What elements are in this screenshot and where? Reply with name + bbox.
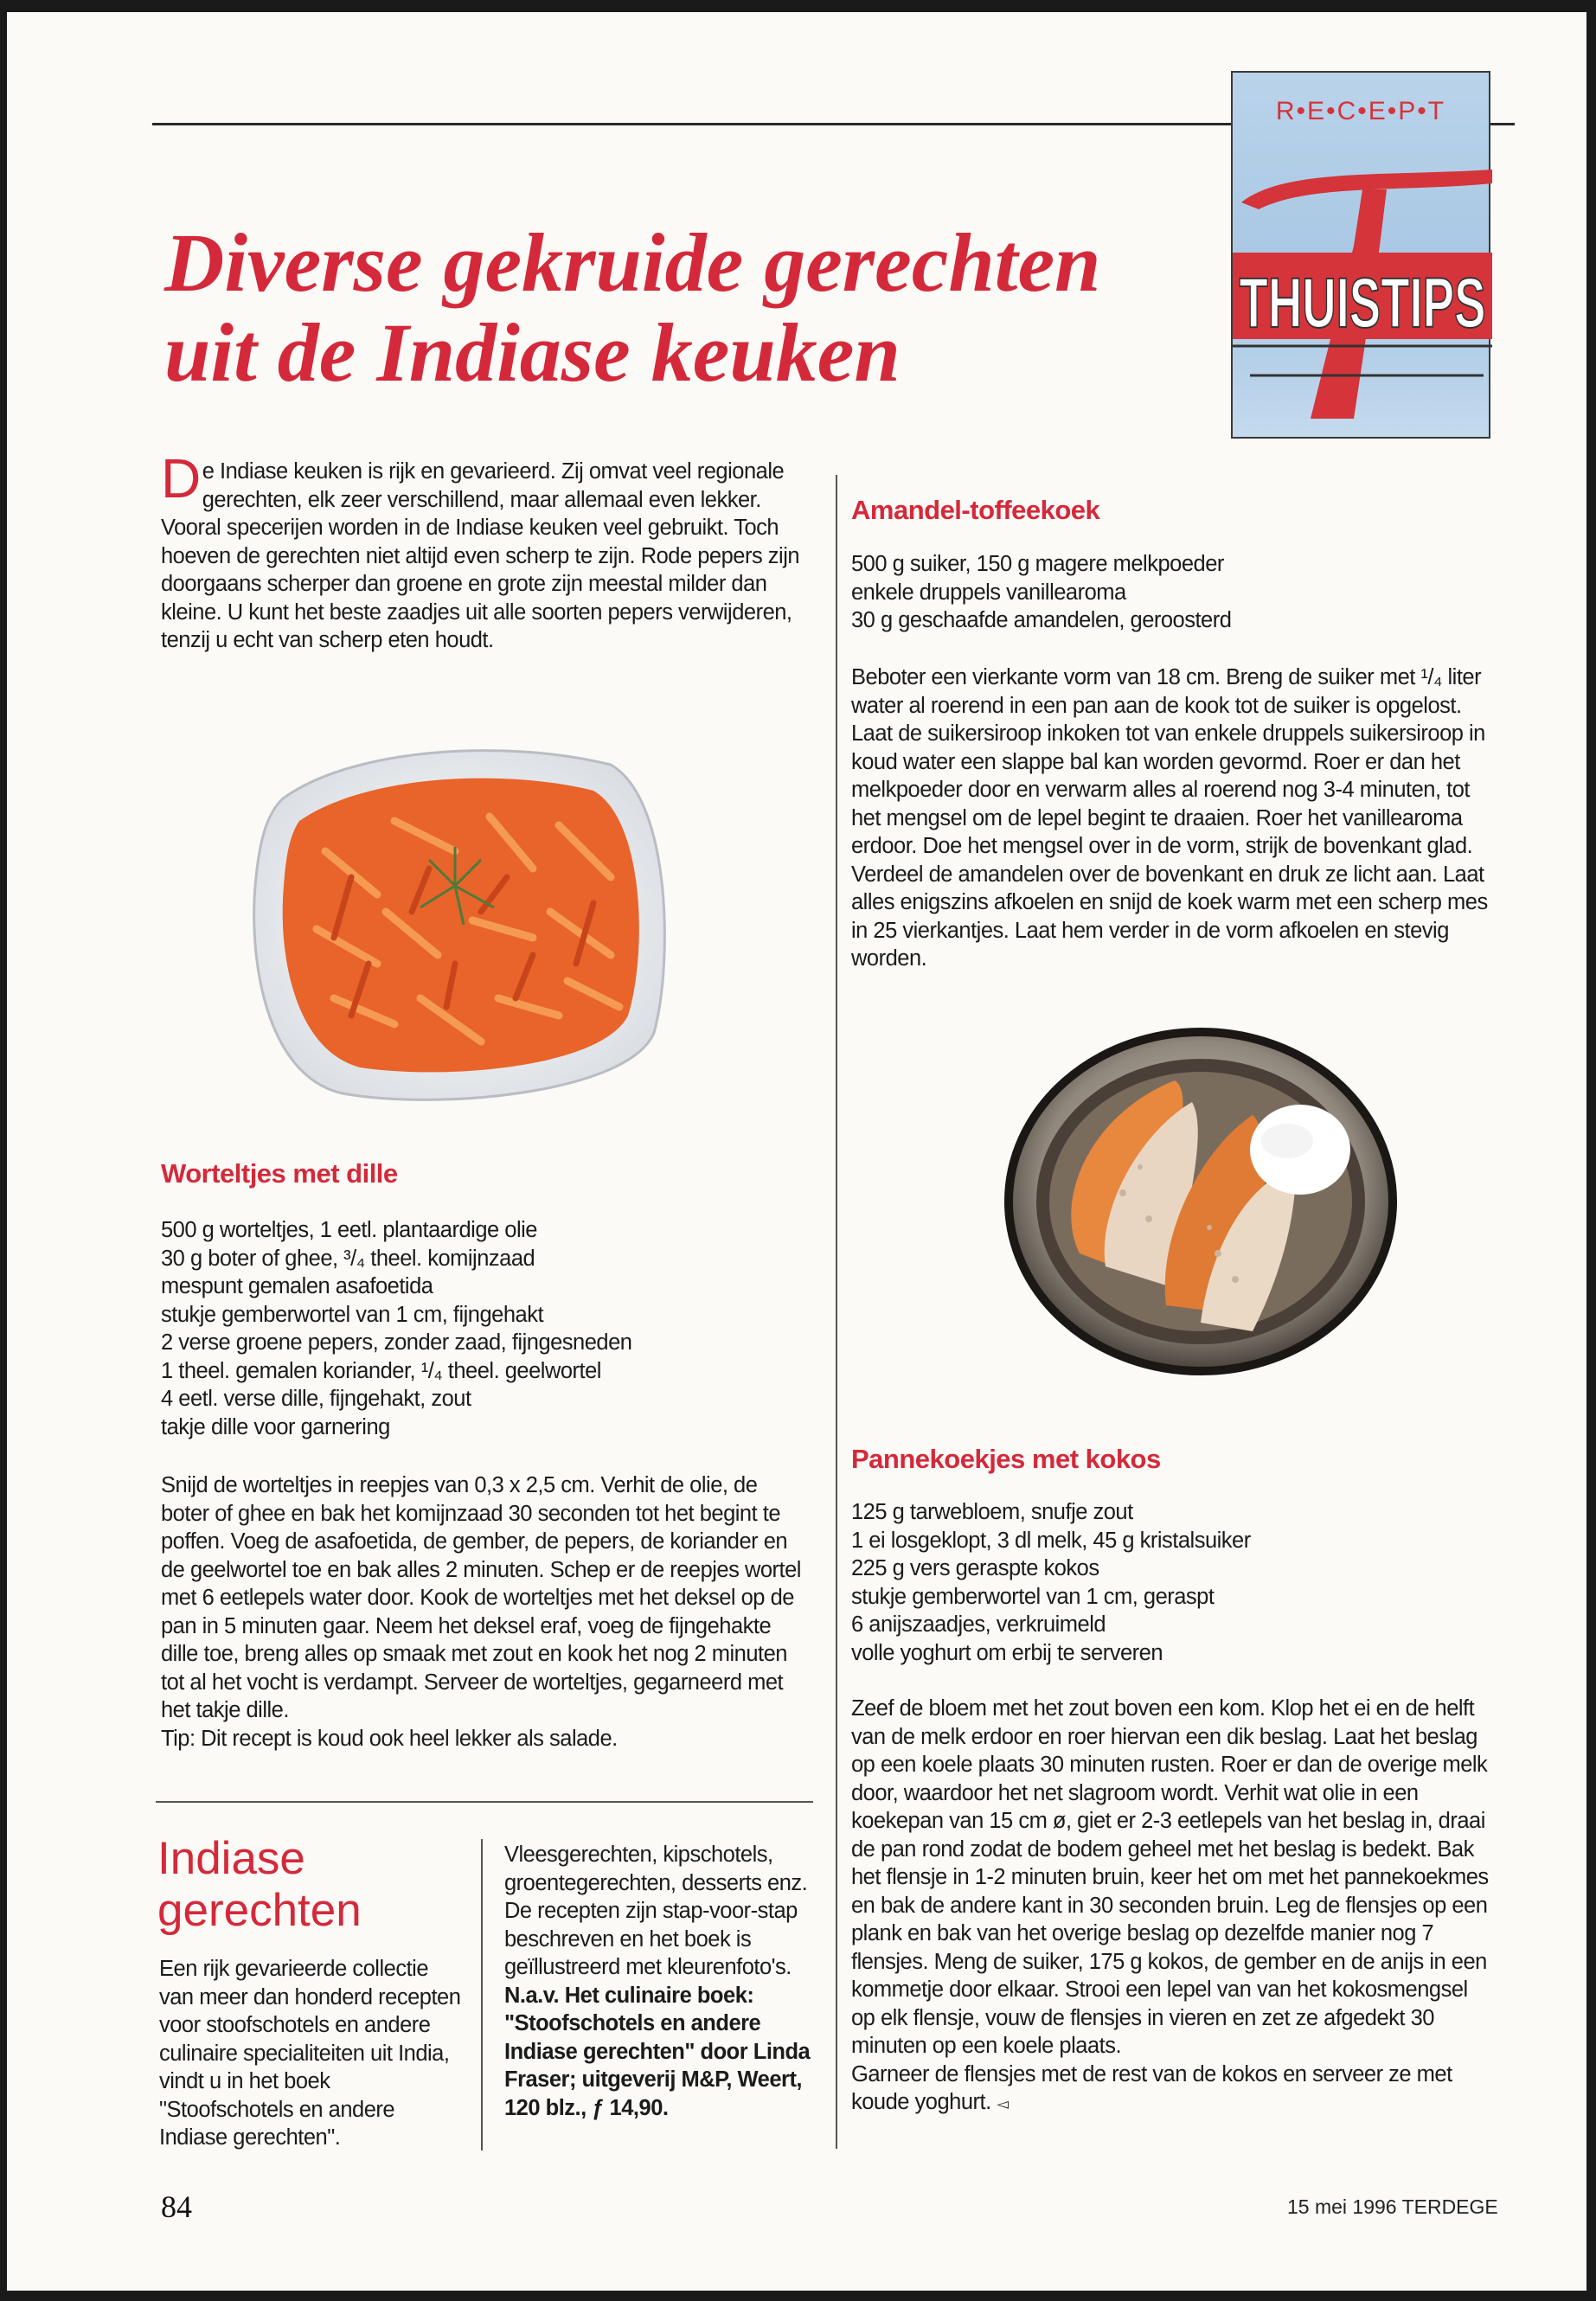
end-mark-icon: ◅ (997, 2095, 1009, 2112)
intro-text: e Indiase keuken is rijk en gevarieerd. Zij omvat veel regionale gerechten, elk zeer verschillend, maar allemaal even lekker. Vooral specerijen worden in de Indiase keuken veel gebruikt. Toch hoeven de gerechten niet altijd even scherp te zijn. Rode pepers zijn doorgaans scherper dan groene en grote zijn meestal milder dan kleine. U kunt het beste zaadjes uit alle soorten pepers verwijderen, tenzij u echt van scherp eten houdt. (161, 459, 800, 652)
ingredient-line: stukje gemberwortel van 1 cm, fijngehakt (161, 1302, 544, 1327)
recipe-2-method: Beboter een vierkante vorm van 18 cm. Breng de suiker met ¹/₄ liter water al roerend in een pan aan de kook tot de suiker is opgelost. Laat de suikersiroop inkoken tot van enkele druppels suikersiroop in koud water een slappe bal kan worden gevormd. Roer er dan het melkpoeder door en verwarm alles al roerend nog 3-4 minuten, tot het mengsel om de lepel begint te draaien. Roer het vanillearoma erdoor. Doe het mengsel over in de vorm, strijk de bovenkant glad. Verdeel de amandelen over de bovenkant en druk ze licht aan. Laat alles enigszins afkoelen en snijd de koek warm met een scherp mes in 25 vierkantjes. Laat hem verder in de vorm afkoelen en stevig worden. (851, 665, 1488, 971)
recipe-1-title: Worteltjes met dille (161, 1158, 398, 1189)
badge-label: R•E•C•E•P•T (1275, 97, 1446, 125)
sidebar-title (157, 1833, 362, 1937)
sidebar-column-rule (481, 1839, 483, 2150)
recipe-3-ingredients (851, 1498, 1509, 1667)
ingredient-line: 30 g geschaafde amandelen, geroosterd (851, 608, 1232, 632)
title-line-1: Diverse gekruide gerechten (164, 216, 1101, 309)
sidebar-text-left: Een rijk gevarieerde collectie van meer dan honderd recepten voor stoofschotels en andere culinaire specialiteiten uit India, vindt u in het boek "Stoofschotels en andere Indiase gerechten". (159, 1957, 461, 2150)
column-rule (836, 475, 837, 2149)
ingredient-line: 30 g boter of ghee, ³/₄ theel. komijnzaad (161, 1246, 535, 1271)
method-text: Snijd de worteltjes in reepjes van 0,3 x 2,5 cm. Verhit de olie, de boter of ghee en bak het komijnzaad 30 seconden tot het begint te poffen. Voeg de asafoetida, de gember, de pepers, de koriander en de geelwortel toe en bak alles 2 minuten. Schep er de reepjes wortel met 6 eetlepels water door. Kook de worteltjes met het deksel op de pan in 5 minuten gaar. Neem het deksel eraf, voeg de fijngehakte dille toe, breng alles op smaak met zout en kook het nog 2 minuten tot al het vocht is verdampt. Serveer de worteltjes, gegarneerd met het takje dille. (161, 1473, 801, 1722)
ingredient-line: 225 g vers geraspte kokos (851, 1556, 1099, 1580)
ingredient-line: 1 ei losgeklopt, 3 dl melk, 45 g kristalsuiker (851, 1528, 1251, 1553)
ingredient-line: 6 anijszaadjes, verkruimeld (851, 1612, 1106, 1637)
ingredient-line: 125 g tarwebloem, snufje zout (851, 1500, 1133, 1524)
method-text: Zeef de bloem met het zout boven een kom. Klop het ei en de helft van de melk erdoor en roer hiervan een dik beslag. Laat het beslag op een koele plaats 30 minuten rusten. Roer er dan de overige melk door, waardoor het net slagroom wordt. Verhit wat olie in een koekepan van 15 cm ø, giet er 2-3 eetlepels van het beslag in, draai de pan rond zodat de bodem geheel met het beslag is bedekt. Bak het flensje in 1-2 minuten bruin, keer het om met het pannekoekmes en bak de andere kant in 30 seconden bruin. Leg de flensjes op een plank en bak van het overige beslag op dezelfde manier nog 7 flensjes. Meng de suiker, 175 g kokos, de gember en de anijs in een kommetje door elkaar. Strooi een lepel van van het kokosmengsel op elk flensje, vouw de flensjes in vieren en zet ze afgedekt 30 minuten op een koele plaats. (851, 1696, 1489, 2058)
page-number: 84 (161, 2189, 192, 2224)
recipe-1-method (161, 1471, 805, 1753)
ingredient-line: takje dille voor garnering (161, 1414, 390, 1439)
recept-badge (1231, 71, 1490, 439)
badge-logo-text: THUISTIPS (1239, 264, 1486, 343)
ingredient-line: 1 theel. gemalen koriander, ¹/₄ theel. geelwortel (161, 1358, 601, 1383)
recipe-1-ingredients (161, 1216, 805, 1441)
title-line-2: uit de Indiase keuken (164, 306, 901, 399)
recipe-1-tip: Tip: Dit recept is koud ook heel lekker als salade. (161, 1726, 618, 1751)
ingredient-line: mespunt gemalen asafoetida (161, 1274, 433, 1298)
ingredient-line: 2 verse groene pepers, zonder zaad, fijngesneden (161, 1330, 632, 1355)
ingredient-line: 500 g suiker, 150 g magere melkpoeder (851, 552, 1224, 576)
sidebar-text-right (504, 1841, 811, 2122)
ingredient-line: 4 eetl. verse dille, fijngehakt, zout (161, 1387, 471, 1411)
pancake-dish-photo (1002, 1020, 1400, 1383)
recipe-3-title: Pannekoekjes met kokos (851, 1444, 1161, 1474)
sidebar-rule (156, 1801, 813, 1803)
recipe-3-method (851, 1695, 1491, 2118)
intro-paragraph (161, 447, 805, 655)
ingredient-line: stukje gemberwortel van 1 cm, geraspt (851, 1584, 1215, 1609)
sidebar-title-line-1: Indiase (157, 1833, 305, 1884)
sidebar-title-line-2: gerechten (157, 1885, 362, 1936)
recipe-2-ingredients (851, 550, 1509, 635)
recipe-2-title: Amandel-toffeekoek (851, 495, 1100, 525)
drop-cap: D (161, 447, 201, 510)
sidebar-description: Vleesgerechten, kipschotels, groentegerechten, desserts enz. De recepten zijn stap-voor-stap beschreven en het boek is geïllustreerd met kleurenfoto's. (504, 1843, 808, 1979)
ingredient-line: enkele druppels vanillearoma (851, 580, 1126, 605)
carrot-dish-photo (247, 739, 673, 1111)
ingredient-line: volle yoghurt om erbij te serveren (851, 1640, 1163, 1665)
ingredient-line: 500 g worteltjes, 1 eetl. plantaardige olie (161, 1218, 537, 1242)
book-credit: N.a.v. Het culinaire boek: "Stoofschotels en andere Indiase gerechten" door Linda Fraser; uitgeverij M&P, Weert, 120 blz., ƒ 14,90. (504, 1983, 811, 2120)
thuistips-logo-icon (1233, 73, 1492, 440)
page-title (164, 218, 1159, 398)
issue-date: 15 mei 1996 TERDEGE (1287, 2195, 1498, 2218)
magazine-page (7, 12, 1586, 2291)
serving-text: Garneer de flensjes met de rest van de kokos en serveer ze met koude yoghurt. ◅ (851, 2061, 1452, 2114)
